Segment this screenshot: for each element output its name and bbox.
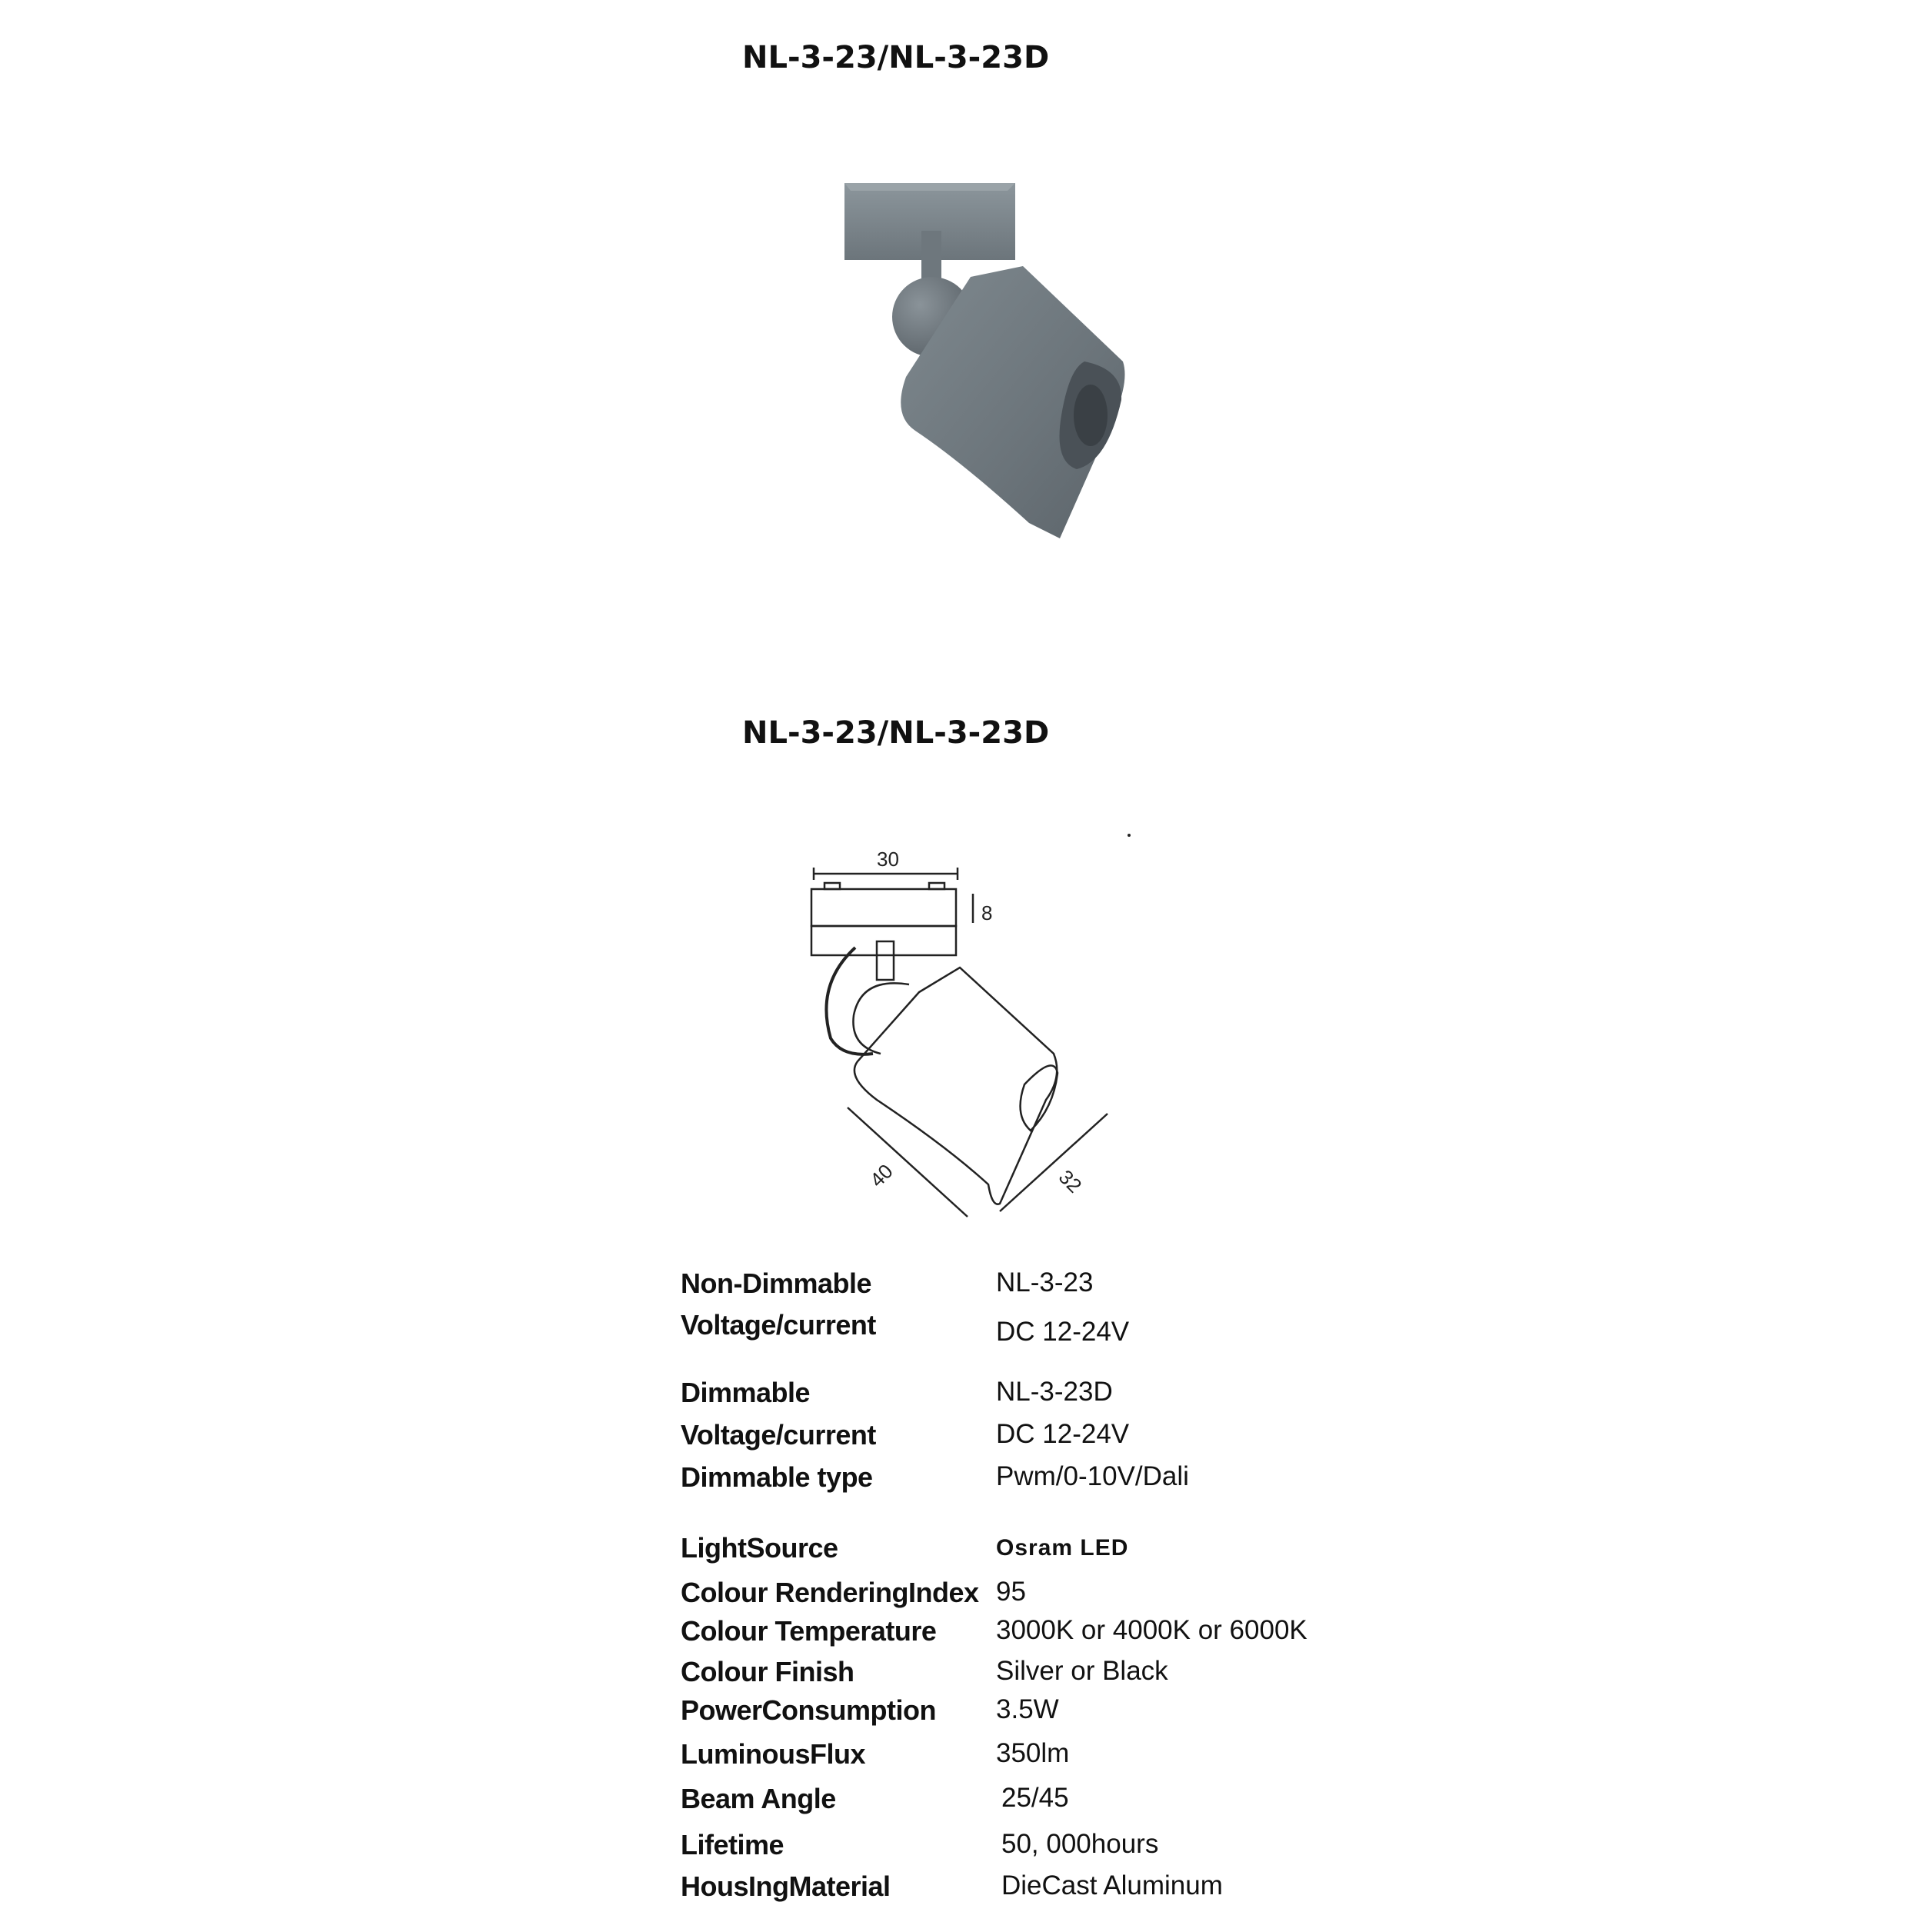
spec-label: PowerConsumption (681, 1694, 936, 1726)
spec-label: Non-Dimmable (681, 1267, 872, 1299)
spec-value: 50, 000hours (1001, 1829, 1159, 1859)
spec-label: Colour RenderingIndex (681, 1577, 979, 1608)
spec-value: 95 (996, 1577, 1026, 1607)
spec-value: 25/45 (1001, 1783, 1069, 1813)
dim-diameter-label: 32 (1054, 1165, 1087, 1198)
photo-title: NL-3-23/NL-3-23D (742, 40, 1050, 75)
dim-height-label: 8 (981, 901, 993, 924)
spec-row (0, 1532, 1932, 1575)
spec-label: LuminousFlux (681, 1738, 865, 1770)
spec-value: Osram LED (996, 1535, 1129, 1561)
spec-label: LightSource (681, 1532, 838, 1564)
spec-value: DC 12-24V (996, 1419, 1130, 1449)
spec-value: NL-3-23 (996, 1267, 1094, 1297)
spec-label: Voltage/current (681, 1419, 876, 1451)
spec-row (0, 1577, 1932, 1620)
spec-label: Voltage/current (681, 1309, 876, 1341)
spec-row (0, 1377, 1932, 1420)
spec-value: DieCast Aluminum (1001, 1870, 1223, 1900)
spec-row (0, 1615, 1932, 1658)
spec-value: Pwm/0-10V/Dali (996, 1461, 1189, 1491)
dim-width-label: 30 (877, 848, 899, 871)
spec-value: NL-3-23D (996, 1377, 1113, 1407)
spec-label: Lifetime (681, 1829, 784, 1860)
spec-row (0, 1870, 1932, 1914)
spec-value: DC 12-24V (996, 1317, 1130, 1347)
spec-row (0, 1829, 1932, 1872)
spec-label: Colour Finish (681, 1656, 854, 1687)
spec-row (0, 1656, 1932, 1699)
drawing-title: NL-3-23/NL-3-23D (742, 715, 1050, 751)
spec-row (0, 1309, 1932, 1352)
spec-row (0, 1461, 1932, 1504)
spec-label: HousIngMaterial (681, 1870, 891, 1902)
spec-value: 350lm (996, 1738, 1070, 1768)
spec-value: 3000K or 4000K or 6000K (996, 1615, 1307, 1645)
spec-value: Silver or Black (996, 1656, 1168, 1686)
dim-length-label: 40 (865, 1159, 898, 1192)
spec-row (0, 1267, 1932, 1311)
spec-label: Beam Angle (681, 1783, 836, 1814)
spec-row (0, 1738, 1932, 1781)
spec-row (0, 1694, 1932, 1737)
spec-label: Colour Temperature (681, 1615, 937, 1647)
spec-row (0, 1419, 1932, 1462)
spec-label: Dimmable (681, 1377, 811, 1408)
spec-row (0, 1783, 1932, 1826)
spec-value: 3.5W (996, 1694, 1059, 1724)
spec-label: Dimmable type (681, 1461, 873, 1493)
